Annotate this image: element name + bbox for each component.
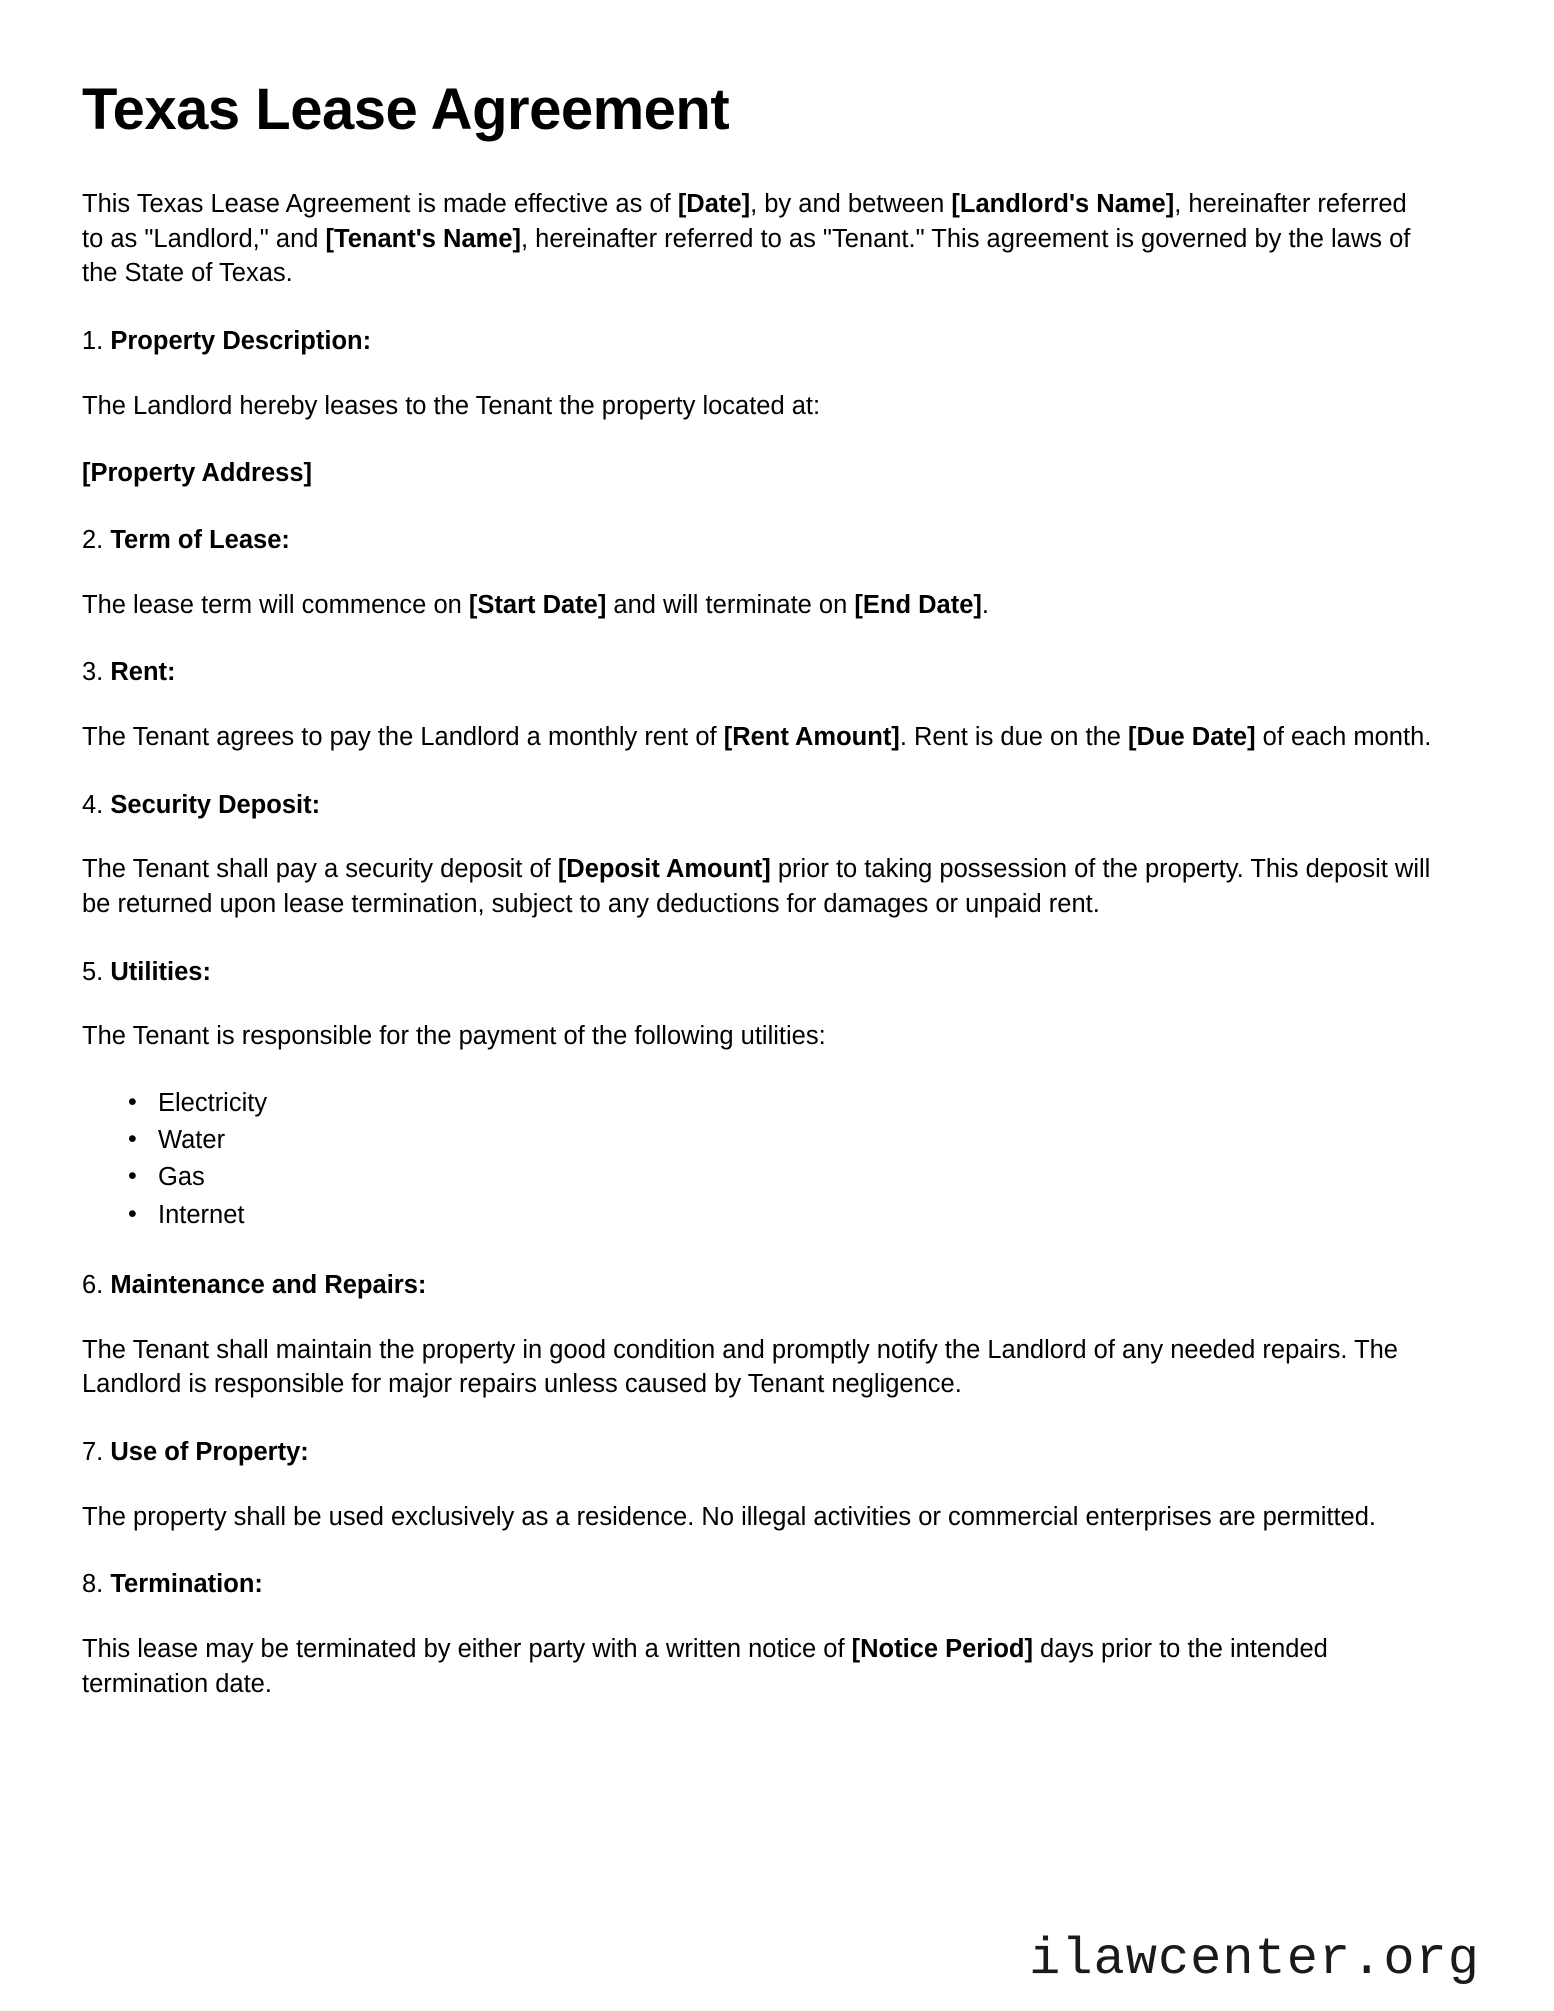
- list-item: • Internet: [158, 1197, 1472, 1234]
- termination-text-1: This lease may be terminated by either party with a written notice of: [82, 1634, 852, 1663]
- deposit-amount-placeholder: [Deposit Amount]: [557, 855, 771, 884]
- tenant-name-placeholder: [Tenant's Name]: [325, 224, 521, 253]
- section-number-7: 7.: [82, 1437, 104, 1466]
- list-item: • Water: [158, 1122, 1472, 1159]
- rent-text-1: The Tenant agrees to pay the Landlord a monthly rent of: [82, 723, 724, 751]
- list-item: • Electricity: [158, 1085, 1472, 1122]
- deposit-text-1: The Tenant shall pay a security deposit of: [82, 855, 558, 884]
- section-heading-1: [82, 324, 1472, 359]
- section-title-5: Utilities:: [110, 957, 211, 986]
- section-body-5: The Tenant is responsible for the payment of the following utilities:: [82, 1022, 826, 1051]
- rent-text-3: of each month.: [1255, 723, 1432, 751]
- section-body-8: [82, 1632, 1432, 1701]
- rent-text-2: . Rent is due on the: [899, 723, 1129, 751]
- section-title-7: Use of Property:: [110, 1437, 309, 1466]
- section-title-4: Security Deposit:: [110, 790, 321, 819]
- section-body-7: The property shall be used exclusively as a residence. No illegal activities or commercial enterprises are permitted.: [82, 1502, 1376, 1531]
- date-placeholder: [Date]: [677, 189, 751, 218]
- section-body-3: [82, 720, 1432, 755]
- section-number-4: 4.: [82, 790, 104, 819]
- section-number-1: 1.: [82, 326, 104, 355]
- section-number-5: 5.: [82, 957, 104, 986]
- section-heading-3: [82, 655, 1472, 690]
- landlord-name-placeholder: [Landlord's Name]: [951, 189, 1175, 218]
- section-body-1: The Landlord hereby leases to the Tenant the property located at:: [82, 391, 821, 420]
- end-date-placeholder: [End Date]: [854, 590, 982, 619]
- notice-period-placeholder: [Notice Period]: [851, 1634, 1033, 1663]
- intro-text-3: , hereinafter referred to as "Landlord," and: [82, 189, 1407, 253]
- start-date-placeholder: [Start Date]: [468, 590, 607, 619]
- intro-text-1: This Texas Lease Agreement is made effective as of: [82, 189, 678, 218]
- utilities-list: [82, 1085, 1472, 1234]
- watermark: ilawcenter.org: [1029, 1930, 1480, 1989]
- term-text-1: The lease term will commence on: [82, 590, 469, 619]
- list-item: • Gas: [158, 1159, 1472, 1196]
- section-title-1: Property Description:: [110, 326, 372, 355]
- term-text-2: and will terminate on: [606, 590, 855, 619]
- section-body-6: The Tenant shall maintain the property in good condition and promptly notify the Landlord of any needed repairs. The Landlord is responsible for major repairs unless caused by Tenant negligence.: [82, 1335, 1398, 1399]
- intro-text-4: , hereinafter referred to as "Tenant." This agreement is governed by the laws of the State of Texas.: [82, 224, 1411, 288]
- intro-text-2: , by and between: [750, 189, 952, 218]
- section-title-8: Termination:: [110, 1570, 263, 1599]
- section-heading-6: [82, 1268, 1472, 1303]
- section-heading-8: [82, 1567, 1472, 1602]
- section-title-2: Term of Lease:: [110, 525, 290, 554]
- section-heading-2: [82, 523, 1472, 558]
- section-title-3: Rent:: [110, 658, 176, 687]
- section-heading-4: [82, 788, 1472, 823]
- section-title-6: Maintenance and Repairs:: [110, 1270, 427, 1299]
- section-number-3: 3.: [82, 658, 104, 687]
- intro-paragraph: [82, 187, 1432, 291]
- section-heading-5: [82, 955, 1472, 990]
- section-body-4: [82, 852, 1432, 921]
- deposit-text-2: prior to taking possession of the property. This deposit will be returned upon lease termination, subject to any deductions for damages or unpaid rent.: [82, 855, 1431, 919]
- section-body-2: [82, 588, 1432, 623]
- term-text-3: .: [981, 590, 989, 619]
- section-number-2: 2.: [82, 525, 104, 554]
- property-address-placeholder: [Property Address]: [82, 459, 313, 488]
- rent-amount-placeholder: [Rent Amount]: [723, 723, 900, 751]
- section-number-6: 6.: [82, 1270, 104, 1299]
- section-number-8: 8.: [82, 1570, 104, 1599]
- section-heading-7: [82, 1435, 1472, 1470]
- page-title: Texas Lease Agreement: [82, 77, 730, 142]
- termination-text-2: days prior to the intended termination date.: [82, 1634, 1328, 1698]
- due-date-placeholder: [Due Date]: [1128, 723, 1256, 751]
